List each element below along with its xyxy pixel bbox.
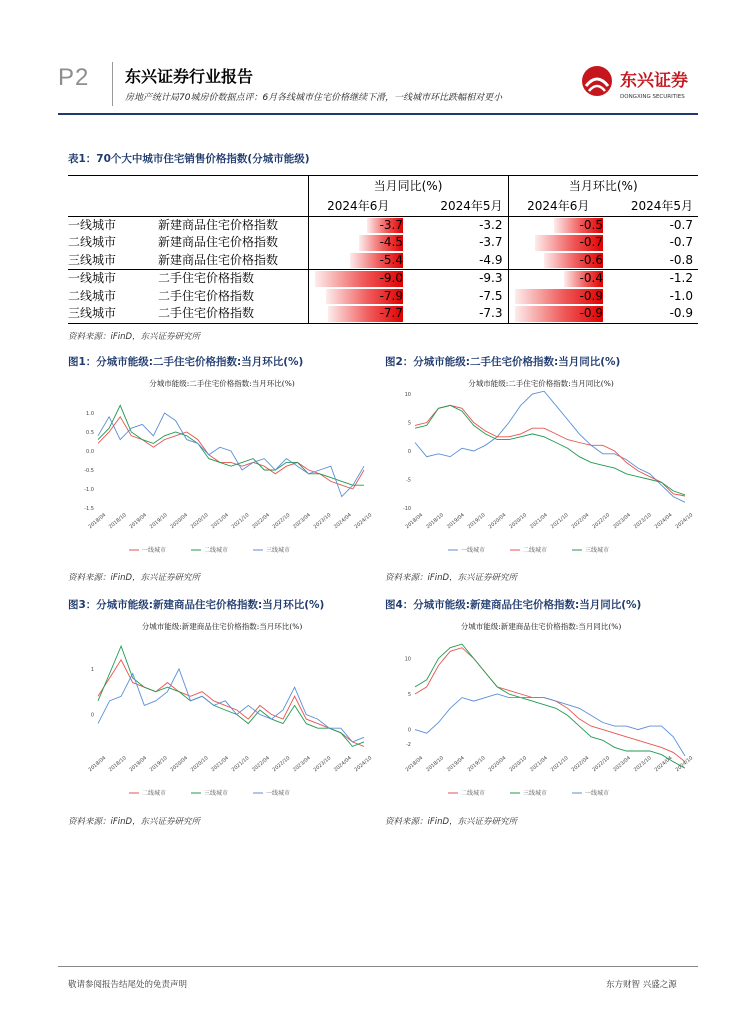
series-line bbox=[415, 405, 685, 496]
x-tick-label: 2023/10 bbox=[632, 755, 653, 774]
x-tick-label: 2021/04 bbox=[529, 512, 549, 531]
x-tick-label: 2018/04 bbox=[404, 755, 425, 774]
legend-label: 三线城市 bbox=[585, 547, 610, 554]
series-line bbox=[98, 660, 364, 747]
series-line bbox=[415, 405, 685, 495]
x-tick-label: 2021/04 bbox=[210, 755, 231, 774]
legend-label: 二线城市 bbox=[461, 790, 486, 797]
series-line bbox=[98, 405, 364, 485]
y-tick-label: -5 bbox=[406, 477, 411, 484]
y-tick-label: 1 bbox=[90, 666, 94, 673]
fig4-source: 资料来源：iFinD，东兴证券研究所 bbox=[385, 817, 518, 827]
x-tick-label: 2023/10 bbox=[312, 755, 333, 774]
footer-slogan: 东方财智 兴盛之源 bbox=[606, 980, 677, 990]
fig3-chart bbox=[68, 615, 376, 807]
x-tick-label: 2021/10 bbox=[549, 512, 570, 531]
legend-label: 三线城市 bbox=[266, 547, 291, 554]
fig3-source: 资料来源：iFinD，东兴证券研究所 bbox=[68, 817, 201, 827]
value-cell: -0.7 bbox=[669, 235, 693, 249]
y-tick-label: 0.5 bbox=[86, 430, 94, 436]
y-tick-label: 10 bbox=[404, 656, 411, 663]
x-tick-label: 2022/04 bbox=[251, 512, 271, 531]
value-cell: -9.3 bbox=[408, 270, 508, 288]
fig1-title: 图1：分城市能级:二手住宅价格指数:当月环比(%) bbox=[68, 356, 304, 368]
series-line bbox=[98, 413, 364, 497]
table1-title: 表1：70个大中城市住宅销售价格指数(分城市能级) bbox=[68, 153, 310, 165]
price-index-table bbox=[68, 175, 698, 324]
series-line bbox=[415, 694, 685, 756]
header-rule bbox=[58, 113, 698, 115]
fig1-chart bbox=[68, 372, 376, 564]
series-line bbox=[415, 644, 685, 768]
chart-title: 分城市能级:二手住宅价格指数:当月环比(%) bbox=[149, 379, 295, 388]
x-tick-label: 2018/10 bbox=[107, 755, 128, 774]
fig2-source: 资料来源：iFinD，东兴证券研究所 bbox=[385, 573, 518, 583]
value-cell: -1.2 bbox=[608, 270, 698, 288]
x-tick-label: 2024/10 bbox=[353, 755, 374, 774]
value-cell: -7.3 bbox=[408, 305, 508, 323]
legend-label: 二线城市 bbox=[204, 547, 229, 554]
fig2-title: 图2：分城市能级:二手住宅价格指数:当月同比(%) bbox=[385, 356, 621, 368]
fig1-source: 资料来源：iFinD，东兴证券研究所 bbox=[68, 573, 201, 583]
x-tick-label: 2022/04 bbox=[570, 512, 591, 531]
legend-label: 三线城市 bbox=[204, 790, 229, 797]
col-mom-jun: 2024年6月 bbox=[508, 198, 608, 216]
x-tick-label: 2020/04 bbox=[169, 512, 190, 531]
x-tick-label: 2020/10 bbox=[189, 512, 210, 531]
x-tick-label: 2020/10 bbox=[508, 755, 529, 774]
value-cell: -3.2 bbox=[479, 217, 503, 232]
y-tick-label: -1.5 bbox=[84, 506, 94, 512]
x-tick-label: 2019/10 bbox=[466, 512, 487, 531]
footer-rule bbox=[58, 966, 698, 967]
value-cell: -0.6 bbox=[508, 252, 608, 270]
value-cell: -0.9 bbox=[508, 288, 608, 306]
x-tick-label: 2018/10 bbox=[107, 512, 128, 531]
x-tick-label: 2023/10 bbox=[632, 512, 653, 531]
x-tick-label: 2021/04 bbox=[529, 755, 549, 774]
x-tick-label: 2022/10 bbox=[591, 512, 612, 531]
fig3-title: 图3：分城市能级:新建商品住宅价格指数:当月环比(%) bbox=[68, 599, 325, 611]
x-tick-label: 2023/04 bbox=[612, 512, 632, 531]
x-tick-label: 2020/04 bbox=[487, 512, 508, 531]
x-tick-label: 2023/04 bbox=[292, 512, 312, 531]
report-subtitle: 房地产统计局70城房价数据点评：6月各线城市住宅价格继续下滑，一线城市环比跌幅相对更小 bbox=[125, 93, 503, 103]
footer-disclaimer: 敬请参阅报告结尾处的免责声明 bbox=[68, 980, 188, 990]
value-cell: -0.9 bbox=[508, 305, 608, 323]
x-tick-label: 2020/10 bbox=[189, 755, 210, 774]
legend-label: 一线城市 bbox=[585, 790, 610, 797]
y-tick-label: 0 bbox=[407, 727, 411, 734]
x-tick-label: 2024/04 bbox=[333, 755, 353, 774]
legend-label: 三线城市 bbox=[523, 790, 548, 797]
value-cell: -4.9 bbox=[479, 252, 503, 267]
index-type-cell: 新建商品住宅价格指数 bbox=[158, 252, 279, 267]
header-divider bbox=[112, 62, 113, 106]
table1-source: 资料来源：iFinD，东兴证券研究所 bbox=[68, 332, 201, 342]
x-tick-label: 2019/04 bbox=[128, 755, 149, 774]
index-type-cell: 新建商品住宅价格指数 bbox=[158, 235, 279, 249]
y-tick-label: 0.0 bbox=[86, 449, 94, 455]
y-tick-label: 1.0 bbox=[86, 411, 94, 417]
logo-cn-text: 东兴证券 bbox=[620, 71, 688, 91]
x-tick-label: 2021/10 bbox=[230, 755, 251, 774]
table-row bbox=[68, 288, 698, 306]
chart-title: 分城市能级:新建商品住宅价格指数:当月环比(%) bbox=[141, 622, 303, 631]
x-tick-label: 2018/04 bbox=[87, 512, 108, 531]
value-cell: -0.7 bbox=[669, 217, 693, 232]
y-tick-label: -2 bbox=[406, 741, 411, 748]
value-cell: -5.4 bbox=[308, 252, 408, 270]
x-tick-label: 2019/04 bbox=[446, 512, 466, 531]
table-row bbox=[68, 216, 698, 234]
fig4-title: 图4：分城市能级:新建商品住宅价格指数:当月同比(%) bbox=[385, 599, 642, 611]
x-tick-label: 2023/10 bbox=[312, 512, 333, 531]
x-tick-label: 2020/04 bbox=[169, 755, 190, 774]
x-tick-label: 2019/10 bbox=[148, 755, 169, 774]
legend-label: 一线城市 bbox=[142, 547, 167, 554]
x-tick-label: 2018/04 bbox=[87, 755, 108, 774]
x-tick-label: 2021/04 bbox=[210, 512, 231, 531]
y-tick-label: -1.0 bbox=[84, 487, 94, 493]
table-row bbox=[68, 270, 698, 288]
x-tick-label: 2024/04 bbox=[653, 755, 674, 774]
fig4-chart bbox=[385, 615, 697, 807]
dongxing-logo bbox=[580, 64, 700, 104]
y-tick-label: 5 bbox=[407, 692, 411, 698]
x-tick-label: 2018/10 bbox=[425, 755, 446, 774]
col-mom-may: 2024年5月 bbox=[608, 198, 698, 216]
x-tick-label: 2023/04 bbox=[292, 755, 312, 774]
page-number: P2 bbox=[58, 64, 90, 91]
y-tick-label: 0 bbox=[90, 712, 94, 719]
chart-title: 分城市能级:新建商品住宅价格指数:当月同比(%) bbox=[460, 622, 622, 631]
y-tick-label: -10 bbox=[402, 506, 411, 512]
index-type-cell: 二手住宅价格指数 bbox=[158, 288, 255, 303]
x-tick-label: 2021/10 bbox=[230, 512, 251, 531]
x-tick-label: 2019/10 bbox=[148, 512, 169, 531]
y-tick-label: -0.5 bbox=[84, 468, 94, 474]
x-tick-label: 2019/04 bbox=[446, 755, 466, 774]
x-tick-label: 2024/10 bbox=[353, 512, 374, 531]
series-line bbox=[98, 669, 364, 742]
x-tick-label: 2022/04 bbox=[570, 755, 591, 774]
tier-cell: 三线城市 bbox=[68, 252, 117, 267]
tier-cell: 二线城市 bbox=[68, 288, 117, 303]
table-row bbox=[68, 305, 698, 323]
logo-en-text: DONGXING SECURITIES bbox=[620, 94, 685, 100]
x-tick-label: 2019/10 bbox=[466, 755, 487, 774]
y-tick-label: 5 bbox=[407, 420, 411, 427]
report-title: 东兴证券行业报告 bbox=[125, 67, 254, 86]
logo-mark-icon bbox=[580, 64, 700, 104]
col-yoy-jun: 2024年6月 bbox=[308, 198, 408, 216]
fig2-chart bbox=[385, 372, 697, 564]
chart-title: 分城市能级:二手住宅价格指数:当月同比(%) bbox=[468, 379, 614, 388]
x-tick-label: 2018/10 bbox=[425, 512, 446, 531]
value-cell: -7.7 bbox=[308, 305, 408, 323]
legend-label: 一线城市 bbox=[266, 790, 291, 797]
tier-cell: 三线城市 bbox=[68, 305, 158, 323]
value-cell: -0.5 bbox=[508, 216, 608, 234]
value-cell: -0.8 bbox=[669, 252, 693, 267]
x-tick-label: 2022/10 bbox=[271, 512, 292, 531]
table-group-header bbox=[68, 176, 698, 199]
x-tick-label: 2024/10 bbox=[674, 755, 695, 774]
value-cell: -0.9 bbox=[608, 305, 698, 323]
series-line bbox=[415, 648, 685, 762]
series-line bbox=[98, 417, 364, 489]
index-type-cell: 二手住宅价格指数 bbox=[158, 305, 308, 323]
index-type-cell: 二手住宅价格指数 bbox=[158, 270, 308, 288]
x-tick-label: 2022/04 bbox=[251, 755, 271, 774]
x-tick-label: 2018/04 bbox=[404, 512, 425, 531]
tier-cell: 二线城市 bbox=[68, 235, 117, 249]
x-tick-label: 2024/10 bbox=[674, 512, 695, 531]
legend-label: 二线城市 bbox=[142, 790, 167, 797]
tier-cell: 一线城市 bbox=[68, 270, 158, 288]
value-cell: -4.5 bbox=[308, 234, 408, 252]
value-cell: -7.5 bbox=[479, 288, 503, 303]
value-cell: -7.9 bbox=[308, 288, 408, 306]
x-tick-label: 2020/04 bbox=[487, 755, 508, 774]
y-tick-label: 0 bbox=[407, 449, 411, 455]
value-cell: -9.0 bbox=[308, 270, 408, 288]
value-cell: -0.7 bbox=[508, 234, 608, 252]
table-row bbox=[68, 234, 698, 252]
x-tick-label: 2024/04 bbox=[653, 512, 674, 531]
x-tick-label: 2020/10 bbox=[508, 512, 529, 531]
value-cell: -0.4 bbox=[508, 270, 608, 288]
x-tick-label: 2022/10 bbox=[591, 755, 612, 774]
tier-cell: 一线城市 bbox=[68, 217, 117, 232]
x-tick-label: 2022/10 bbox=[271, 755, 292, 774]
x-tick-label: 2021/10 bbox=[549, 755, 570, 774]
x-tick-label: 2019/04 bbox=[128, 512, 149, 531]
series-line bbox=[98, 646, 364, 746]
table-col-header bbox=[68, 198, 698, 216]
y-tick-label: 10 bbox=[404, 392, 411, 398]
index-type-cell: 新建商品住宅价格指数 bbox=[158, 217, 279, 232]
x-tick-label: 2024/04 bbox=[333, 512, 353, 531]
legend-label: 二线城市 bbox=[523, 547, 548, 554]
value-cell: -3.7 bbox=[479, 235, 503, 249]
value-cell: -3.7 bbox=[308, 216, 408, 234]
x-tick-label: 2023/04 bbox=[612, 755, 632, 774]
value-cell: -1.0 bbox=[669, 288, 693, 303]
group-mom-label: 当月环比(%) bbox=[508, 176, 698, 199]
legend-label: 一线城市 bbox=[461, 547, 486, 554]
col-yoy-may: 2024年5月 bbox=[408, 198, 508, 216]
table-row bbox=[68, 252, 698, 270]
group-yoy-label: 当月同比(%) bbox=[308, 176, 508, 199]
